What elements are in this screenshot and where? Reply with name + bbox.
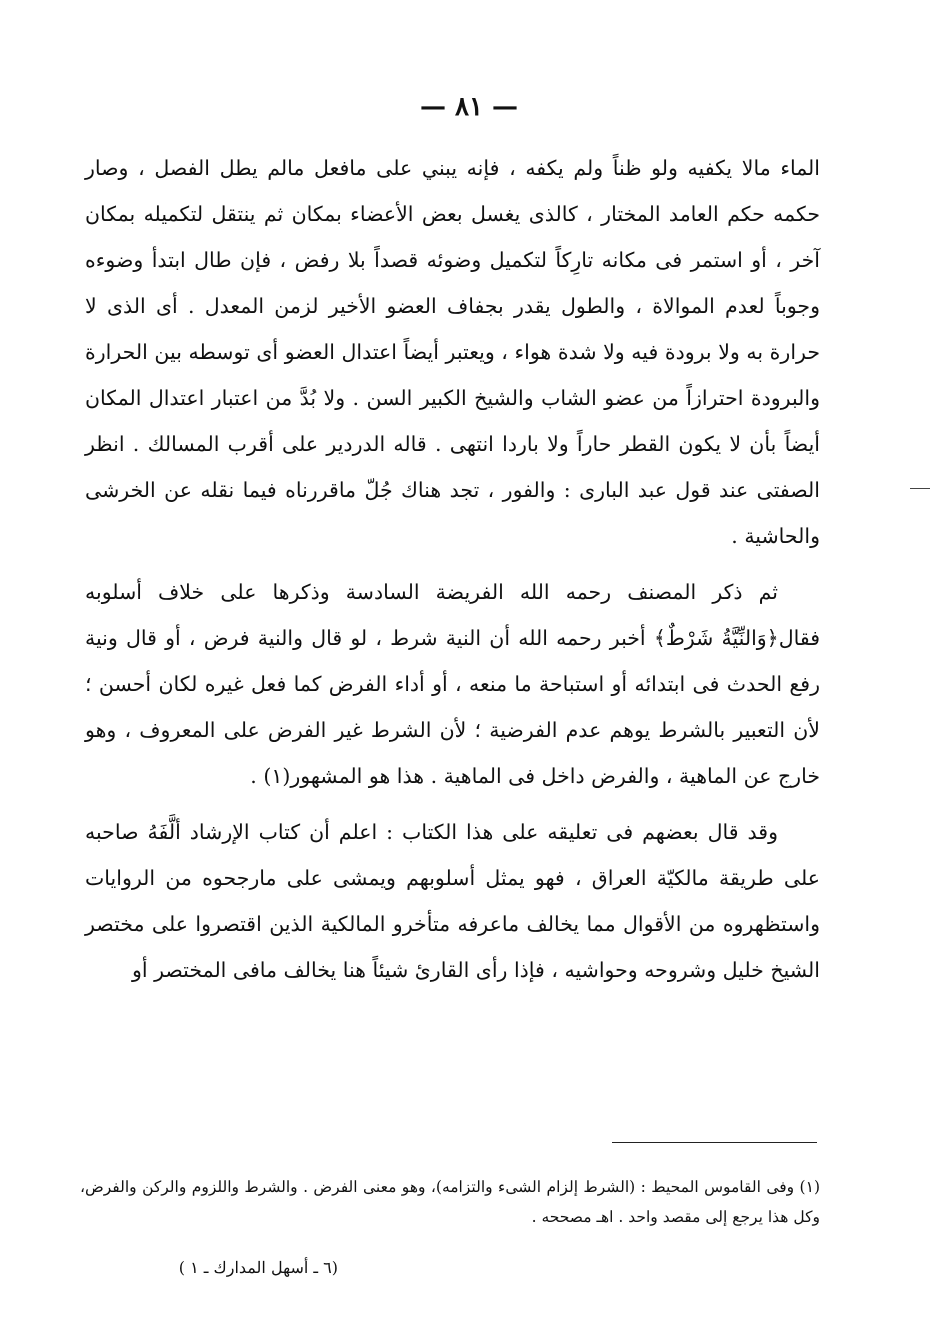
paragraph: وقد قال بعضهم فى تعليقه على هذا الكتاب : اعلم أن كتاب الإرشاد ألَّفَهُ صاحبه على طريقة مالكيّة العراق ، فهو يمثل أسلوبهم ويمشى على مارجحوه من الروايات واستظهروه من الأقوال مما يخالف ماعرفه متأخرو المالكية الذين اقتصروا على مختصر الشيخ خليل وشروحه وحواشيه ، فإذا رأى القارئ شيئاً هنا يخالف مافى المختصر أو [85, 820, 820, 982]
body-text [85, 145, 820, 1003]
paragraph: الماء مالا يكفيه ولو ظناً ولم يكفه ، فإنه يبني على مافعل مالم يطل الفصل ، وصار حكمه حكم العامد المختار ، كالذى يغسل بعض الأعضاء بمكان ثم ينتقل لتكميله بمكان آخر ، أو استمر فى مكانه تارِكاً لتكميل وضوئه قصداً بلا رفض ، فإن طال ابتدأ وضوءه وجوباً لعدم الموالاة ، والطول يقدر بجفاف العضو الأخير لزمن المعدل . أى الذى لا حرارة به ولا برودة فيه ولا شدة هواء ، ويعتبر أيضاً اعتدال العضو أى توسطه بين الحرارة والبرودة احترازاً من عضو الشاب والشيخ الكبير السن . ولا بُدَّ من اعتبار اعتدال المكان أيضاً بأن لا يكون القطر حاراً ولا باردا انتهى . قاله الدردير على أقرب المسالك . انظر الصفتى عند قول عبد البارى : والفور ، تجد هناك جُلّ ماقررناه فيما نقله عن الخرشى والحاشية . [85, 156, 820, 548]
footnote-divider [612, 1142, 817, 1143]
paragraph: ثم ذكر المصنف رحمه الله الفريضة السادسة وذكرها على خلاف أسلوبه فقال﴿وَالنِّيَّةُ شَرْطٌ﴾ أخبر رحمه الله أن النية شرط ، لو قال والنية فرض ، أو قال ونية رفع الحدث فى ابتدائه أو استباحة ما منعه ، أو أداء الفرض كما فعل غيره لكان أحسن ؛ لأن التعبير بالشرط يوهم عدم الفرضية ؛ لأن الشرط غير الفرض على المعروف ، وهو خارج عن الماهية ، والفرض داخل فى الماهية . هذا هو المشهور(١) . [85, 580, 820, 788]
footnotes [80, 1172, 820, 1232]
footnote: (١) وفى القاموس المحيط : (الشرط إلزام الشىء والتزامه)، وهو معنى الفرض . والشرط واللزوم والركن والفرض، وكل هذا يرجع إلى مقصد واحد . اهـ مصححه . [80, 1178, 820, 1226]
printer-signature: (٦ ـ أسهل المدارك ـ ١ ) [178, 1258, 338, 1277]
margin-mark [910, 488, 930, 489]
page-number: — ٨١ — [419, 92, 519, 122]
